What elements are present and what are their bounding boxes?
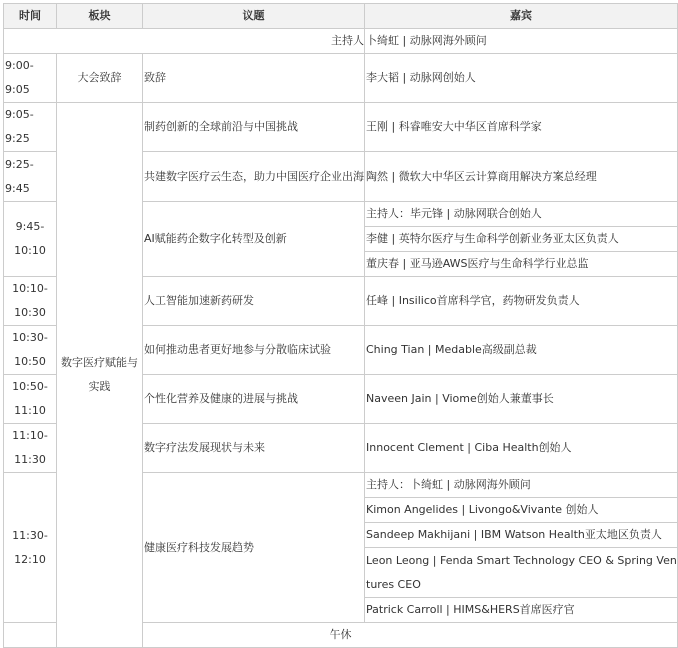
row-topic: 共建数字医疗云生态，助力中国医疗企业出海 <box>143 152 365 202</box>
host-row <box>4 29 678 54</box>
row-guest: 李健 | 英特尔医疗与生命科学创新业务亚太区负责人 <box>365 227 678 252</box>
row-topic: 如何推动患者更好地参与分散临床试验 <box>143 326 365 375</box>
row-topic: AI赋能药企数字化转型及创新 <box>143 202 365 277</box>
row-guest: Kimon Angelides | Livongo&Vivante 创始人 <box>365 498 678 523</box>
row-topic: 人工智能加速新药研发 <box>143 277 365 326</box>
row-guest: Ching Tian | Medable高级副总裁 <box>365 326 678 375</box>
row-guest: Sandeep Makhijani | IBM Watson Health亚太地区负责人 <box>365 523 678 548</box>
row-time: 10:50-11:10 <box>4 375 57 424</box>
table-row <box>4 54 678 103</box>
row-topic: 制药创新的全球前沿与中国挑战 <box>143 103 365 152</box>
row-guest: Leon Leong | Fenda Smart Technology CEO & Spring Ventures CEO <box>365 548 678 598</box>
row-time: 9:00-9:05 <box>4 54 57 103</box>
row-guest: Naveen Jain | Viome创始人兼董事长 <box>365 375 678 424</box>
row-guest: 李大韬 | 动脉网创始人 <box>365 54 678 103</box>
host-value: 卜绮虹 | 动脉网海外顾问 <box>365 29 678 54</box>
footer-row <box>4 623 678 648</box>
host-label: 主持人 <box>4 29 365 54</box>
row-guest: 王刚 | 科睿唯安大中华区首席科学家 <box>365 103 678 152</box>
row-guest: 主持人：毕元锋 | 动脉网联合创始人 <box>365 202 678 227</box>
header-time: 时间 <box>4 4 57 29</box>
table-row <box>4 103 678 152</box>
row-topic: 健康医疗科技发展趋势 <box>143 473 365 623</box>
row-guest: 陶然 | 微软大中华区云计算商用解决方案总经理 <box>365 152 678 202</box>
row-time: 9:45-10:10 <box>4 202 57 277</box>
row-guest: 任峰 | Insilico首席科学官，药物研发负责人 <box>365 277 678 326</box>
row-topic: 致辞 <box>143 54 365 103</box>
row-time: 10:10-10:30 <box>4 277 57 326</box>
header-topic: 议题 <box>143 4 365 29</box>
header-block: 板块 <box>57 4 143 29</box>
row-time: 11:30-12:10 <box>4 473 57 623</box>
row-guest: 董庆春 | 亚马逊AWS医疗与生命科学行业总监 <box>365 252 678 277</box>
row-guest: Patrick Carroll | HIMS&HERS首席医疗官 <box>365 598 678 623</box>
row-guest: Innocent Clement | Ciba Health创始人 <box>365 424 678 473</box>
merged-block: 数字医疗赋能与实践 <box>57 103 143 648</box>
row-time: 11:10-11:30 <box>4 424 57 473</box>
row-topic: 个性化营养及健康的进展与挑战 <box>143 375 365 424</box>
header-row <box>4 4 678 29</box>
agenda-table <box>3 3 678 648</box>
row-time: 10:30-10:50 <box>4 326 57 375</box>
row-time: 9:25-9:45 <box>4 152 57 202</box>
row-block: 大会致辞 <box>57 54 143 103</box>
row-guest: 主持人：卜绮虹 | 动脉网海外顾问 <box>365 473 678 498</box>
row-topic: 数字疗法发展现状与未来 <box>143 424 365 473</box>
row-time: 9:05-9:25 <box>4 103 57 152</box>
header-guest: 嘉宾 <box>365 4 678 29</box>
lunch-break: 午休 <box>4 623 678 648</box>
